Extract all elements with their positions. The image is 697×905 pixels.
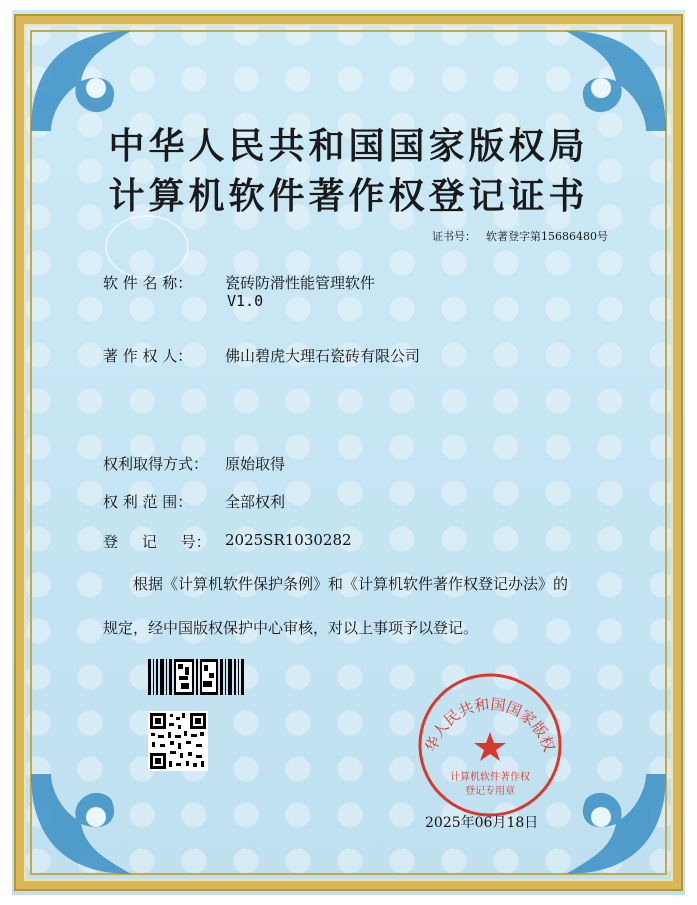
rights-scope-label: 权 利 范 围： bbox=[103, 493, 193, 511]
acquisition-method-label: 权利取得方式： bbox=[103, 455, 209, 473]
certificate-number bbox=[432, 228, 608, 244]
corner-ornament-bottom-left bbox=[26, 769, 156, 879]
registration-number-label: 登 记 号： bbox=[103, 533, 211, 551]
software-version: V1.0 bbox=[227, 292, 264, 310]
software-name-label: 软 件 名 称： bbox=[103, 274, 193, 292]
title-line-2: 计算机软件著作权登记证书 bbox=[108, 175, 589, 217]
statement-line-1: 根据《计算机软件保护条例》和《计算机软件著作权登记办法》的 bbox=[133, 575, 569, 593]
rights-scope-row bbox=[103, 491, 285, 512]
official-seal bbox=[415, 670, 565, 820]
owner-row bbox=[103, 345, 420, 366]
seal-inner-text-2: 登记专用章 bbox=[465, 786, 515, 797]
certificate-number-label: 证书号： bbox=[432, 230, 476, 243]
software-name-row bbox=[103, 272, 375, 293]
watermark-emblem bbox=[105, 215, 189, 279]
statement-line-2: 规定，经中国版权保护中心审核，对以上事项予以登记。 bbox=[103, 619, 479, 637]
registration-number-row bbox=[103, 531, 352, 552]
seal-inner-text-1: 计算机软件著作权 bbox=[450, 772, 530, 783]
rights-scope-value: 全部权利 bbox=[225, 493, 286, 511]
title-line-1: 中华人民共和国国家版权局 bbox=[108, 125, 589, 167]
owner-value: 佛山碧虎大理石瓷砖有限公司 bbox=[225, 347, 421, 365]
barcode bbox=[148, 659, 246, 695]
acquisition-method-row bbox=[103, 453, 285, 474]
issue-date: 2025年06月18日 bbox=[425, 815, 539, 831]
certificate-number-value: 软著登字第15686480号 bbox=[486, 230, 608, 243]
owner-label: 著 作 权 人： bbox=[103, 347, 193, 365]
software-name-value: 瓷砖防滑性能管理软件 bbox=[225, 274, 376, 292]
seal-outer-text: 华人民共和国国家版权 bbox=[421, 695, 559, 755]
registration-number-value: 2025SR1030282 bbox=[225, 531, 352, 549]
acquisition-method-value: 原始取得 bbox=[225, 455, 286, 473]
qr-code bbox=[148, 711, 208, 771]
